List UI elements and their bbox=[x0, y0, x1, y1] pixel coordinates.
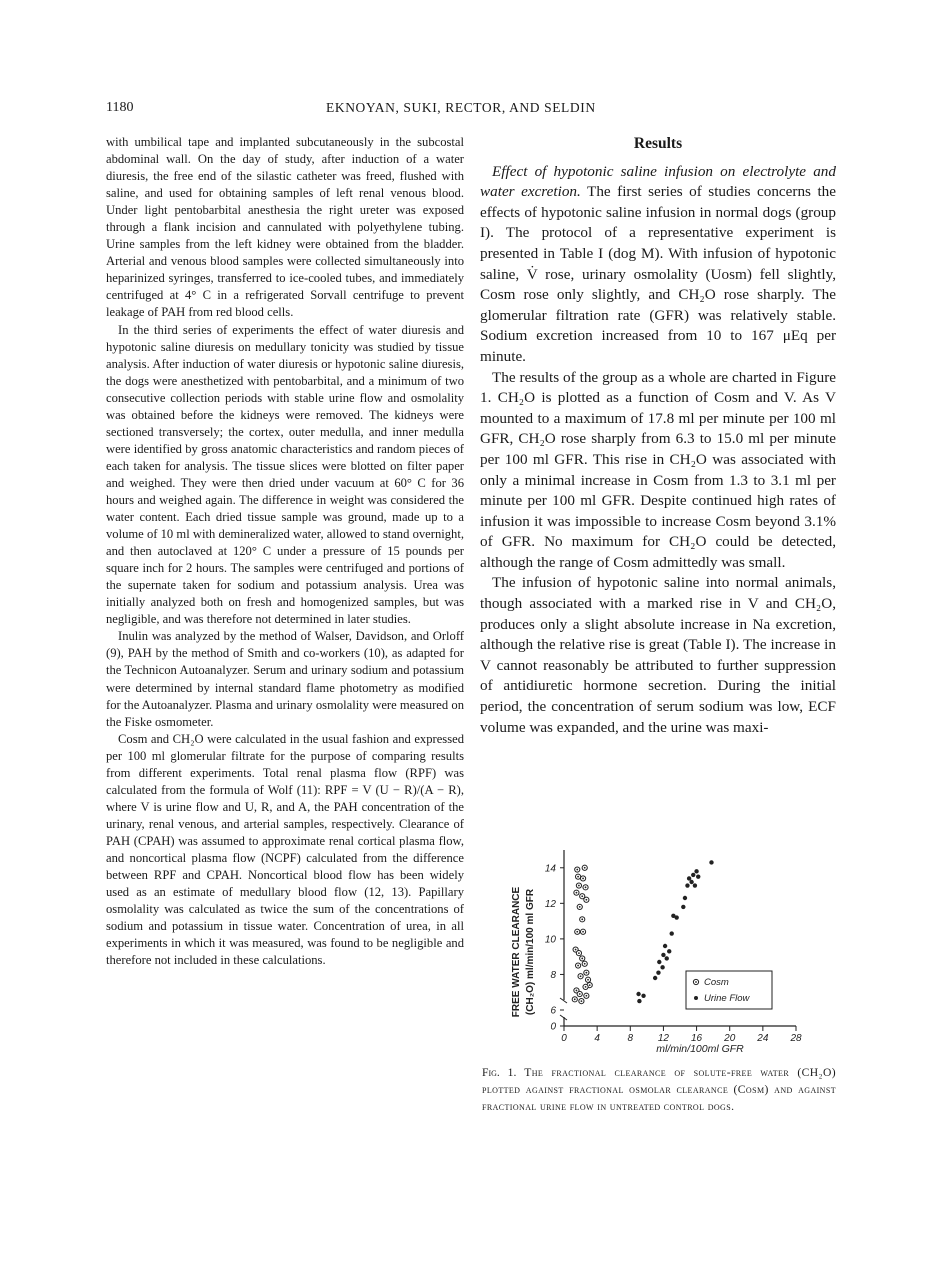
y-axis-label-units: (CH₂O) ml/min/100 ml GFR bbox=[525, 888, 536, 1016]
urine-flow-point bbox=[687, 876, 691, 880]
cosm-point-center bbox=[574, 998, 576, 1000]
urine-flow-point bbox=[663, 944, 667, 948]
left-paragraph: In the third series of experiments the effect of water diuresis and hypotonic saline diuresis on medullary tonicity was studied by tissue analysis. After induction of water diuresis or hypotonic saline diuresis, the dogs were anesthetized with pentobarbital, and a minimum of two consecutive collection periods with stable urine flow and osmolality was obtained before the kidneys were removed. The kidneys were sectioned transversely; the cortex, outer medulla, and inner medulla were identified by gross anatomic characteristics and random pieces of each taken for analysis. The tissue slices were blotted on filter paper and weighed. They were then dried under vacuum at 60° C for 36 hours and weighed again. The difference in weight was considered the water content. Each dried tissue sample was ground, made up to a volume of 10 ml with demineralized water, allowed to stand overnight, and then autoclaved at 120° C under a pressure of 15 pounds per square inch for 2 hours. The samples were centrifuged and portions of the supernate taken for sodium and potassium analysis. Urea was initially analyzed both on fresh and homogenized samples, but was negligible, and was therefore not determined in later studies. bbox=[106, 322, 464, 627]
urine-flow-point bbox=[661, 953, 665, 957]
urine-flow-point bbox=[709, 860, 713, 864]
right-paragraph: The results of the group as a whole are charted in Figure 1. CH₂O is plotted as a function of Cosm and V. As V mounted to a maximum of 17.8 ml per minute per 100 ml GFR, CH₂O rose sharply from 6.3 to 15.0 ml per minute per 100 ml GFR. This rise in CH₂O was associated with only a minimal increase in Cosm from 1.3 to 3.1 ml per minute per 100 ml GFR. Despite continued high rates of infusion it was impossible to increase Cosm beyond 3.1% of GFR. No maximum for CH₂O could be detected, although the range of Cosm admittedly was small. bbox=[480, 368, 836, 571]
cosm-point-center bbox=[584, 867, 586, 869]
urine-flow-point bbox=[665, 956, 669, 960]
axis-break-mark bbox=[560, 998, 567, 1020]
cosm-point-center bbox=[576, 892, 578, 894]
section-heading: Results bbox=[633, 135, 683, 152]
legend-urine-flow-marker bbox=[694, 996, 698, 1000]
cosm-point-center bbox=[589, 984, 591, 986]
legend-cosm-label: Cosm bbox=[704, 977, 729, 988]
cosm-point-center bbox=[581, 895, 583, 897]
cosm-point-center bbox=[579, 993, 581, 995]
urine-flow-point bbox=[691, 873, 695, 877]
x-tick-label: 24 bbox=[757, 1033, 769, 1044]
x-axis-label: ml/min/100ml GFR bbox=[656, 1043, 744, 1055]
urine-flow-point bbox=[636, 992, 640, 996]
y-tick-label: 14 bbox=[544, 863, 556, 875]
y-axis-label: FREE WATER CLEARANCE bbox=[511, 886, 522, 1018]
urine-flow-point bbox=[685, 883, 689, 887]
x-tick-label: 0 bbox=[561, 1033, 567, 1044]
urine-flow-point bbox=[667, 949, 671, 953]
cosm-point-center bbox=[581, 958, 583, 960]
right-paragraph: The infusion of hypotonic saline into normal animals, though associated with a marked rise in V and CH₂O, produces only a slight absolute increase in Na excretion, although the relative rise is great (Table I). The increase in V cannot reasonably be attributed to further suppression of antidiuretic hormone secretion. During the initial period, the concentration of serum sodium was low, ECF volume was expanded, and the urine was maxi- bbox=[480, 574, 836, 736]
chart-legend bbox=[686, 971, 772, 1009]
cosm-point-center bbox=[577, 965, 579, 967]
paragraph-text: The first series of studies concerns the effects of hypotonic saline infusion in normal dogs (group I). The protocol of a representative experiment is presented in Table I (dog M). With infusion of hypotonic saline, V̇ rose, urinary osmolality (Uosm) fell slightly, Cosm rose only slightly, and CH₂O rose sharply. The glomerular filtration rate (GFR) was relatively stable. Sodium excretion increased from 10 to 167 μEq per minute. bbox=[480, 183, 836, 365]
x-tick-label: 28 bbox=[790, 1033, 802, 1044]
figure-caption bbox=[482, 1064, 836, 1115]
page-number: 1180 bbox=[106, 100, 134, 115]
cosm-point-center bbox=[585, 972, 587, 974]
cosm-point-center bbox=[579, 906, 581, 908]
left-paragraph: Inulin was analyzed by the method of Walser, Davidson, and Orloff (9), PAH by the method of Smith and co-workers (10), as adapted for the Technicon Autoanalyzer. Serum and urinary sodium and potassium were determined by internal standard flame photometry as modified for the Autoanalyzer. Plasma and urinary osmolality were measured on the Fiske osmometer. bbox=[106, 629, 464, 729]
running-header bbox=[106, 100, 836, 120]
cosm-point-center bbox=[582, 878, 584, 880]
urine-flow-point bbox=[681, 905, 685, 909]
x-tick-label: 20 bbox=[724, 1033, 736, 1044]
subsection-heading: Effect of hypotonic saline infusion on electrolyte and water excretion. bbox=[480, 162, 836, 201]
legend-urine-flow-label: Urine Flow bbox=[704, 993, 750, 1004]
x-tick-label: 4 bbox=[594, 1033, 600, 1044]
urine-flow-point bbox=[653, 976, 657, 980]
urine-flow-point bbox=[689, 880, 693, 884]
urine-flow-point bbox=[637, 999, 641, 1003]
cosm-point-center bbox=[580, 975, 582, 977]
cosm-point-center bbox=[575, 949, 577, 951]
urine-flow-point bbox=[656, 970, 660, 974]
y-tick-label: 10 bbox=[544, 934, 556, 946]
urine-flow-point bbox=[660, 965, 664, 969]
cosm-point-center bbox=[587, 979, 589, 981]
urine-flow-point bbox=[641, 994, 645, 998]
y-tick-label: 0 bbox=[550, 1021, 556, 1033]
caption-text: The fractional clearance of solute-free water (CH₂O) plotted against fractional osmolar clearance (Cosm) and against fractional urine flow in untreated control dogs. bbox=[482, 1066, 836, 1113]
cosm-point-center bbox=[576, 931, 578, 933]
cosm-point-center bbox=[576, 869, 578, 871]
left-paragraph: with umbilical tape and implanted subcutaneously in the subcostal abdominal wall. On the day of study, after induction of a water diuresis, the free end of the silastic catheter was freed, flushed with saline, and used for obtaining samples of left renal venous blood. Under light pentobarbital anesthesia the right ureter was exposed through a flank incision and cannulated with polyethylene tubing. Urine samples from the left kidney were obtained from the bladder. Arterial and venous blood samples were collected simultaneously into heparinized syringes, transferred to ice-cooled tubes, and immediately centrifuged at 4° C in a refrigerated Sorvall centrifuge to prevent leakage of PAH from red blood cells. bbox=[106, 135, 464, 320]
y-tick-label: 12 bbox=[544, 898, 556, 910]
cosm-point-center bbox=[578, 952, 580, 954]
urine-flow-point bbox=[694, 869, 698, 873]
cosm-point-center bbox=[581, 1000, 583, 1002]
y-tick-label: 6 bbox=[550, 1005, 556, 1017]
caption-label: Fig. 1. bbox=[482, 1066, 517, 1079]
left-paragraph: Cosm and CH₂O were calculated in the usual fashion and expressed per 100 ml glomerular filtrate for the purpose of comparing results from different experiments. Total renal plasma flow (RPF) was calculated from the formula of Wolf (11): RPF = V (U − R)/(A − R), where V is urine flow and U, R, and A, the PAH concentration of the urinary, renal venous, and arterial samples, respectively. Clearance of PAH (CPAH) was assumed to approximate renal cortical plasma flow, and noncortical plasma flow (NCPF) calculated from the difference between RPF and CPAH. Noncortical blood flow has been widely used as an estimate of medullary blood flow (12, 13). Papillary osmolality was calculated as twice the sum of the concentrations of sodium and potassium in tissue water. Concentration of urea, in all experiments in which it was measured, was found to be negligible and therefore not included in these calculations. bbox=[106, 731, 464, 968]
cosm-point-center bbox=[585, 899, 587, 901]
cosm-point-center bbox=[585, 886, 587, 888]
urine-flow-point bbox=[693, 883, 697, 887]
right-paragraph bbox=[480, 162, 836, 368]
cosm-point-center bbox=[577, 876, 579, 878]
cosm-point-center bbox=[582, 931, 584, 933]
figure-1 bbox=[500, 840, 830, 1070]
urine-flow-point bbox=[670, 931, 674, 935]
urine-flow-point bbox=[657, 960, 661, 964]
scatter-chart bbox=[500, 840, 830, 1070]
x-tick-label: 16 bbox=[691, 1033, 703, 1044]
running-head-authors: EKNOYAN, SUKI, RECTOR, AND SELDIN bbox=[326, 100, 596, 115]
cosm-point-center bbox=[581, 918, 583, 920]
y-tick-label: 8 bbox=[550, 969, 556, 981]
right-column bbox=[480, 134, 836, 738]
cosm-point-center bbox=[585, 986, 587, 988]
cosm-point-center bbox=[576, 990, 578, 992]
x-tick-label: 8 bbox=[627, 1033, 634, 1044]
urine-flow-point bbox=[674, 915, 678, 919]
cosm-point-center bbox=[578, 885, 580, 887]
x-tick-label: 12 bbox=[657, 1033, 669, 1044]
urine-flow-point bbox=[683, 896, 687, 900]
cosm-point-center bbox=[585, 995, 587, 997]
urine-flow-point bbox=[696, 874, 700, 878]
left-column bbox=[106, 134, 464, 969]
cosm-point-center bbox=[584, 963, 586, 965]
chart-marks bbox=[572, 860, 714, 1003]
